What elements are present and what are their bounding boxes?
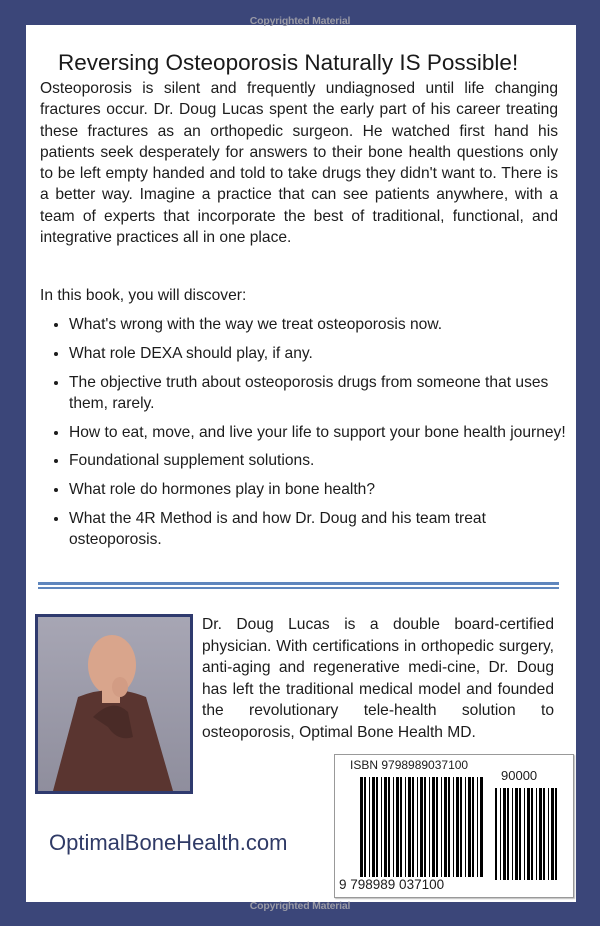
barcode-bar	[360, 777, 363, 877]
barcode-bar	[512, 788, 513, 880]
barcode-bar	[536, 788, 537, 880]
barcode-bar	[408, 777, 411, 877]
author-photo	[35, 614, 193, 794]
barcode-bar	[412, 777, 414, 877]
barcode-bar	[400, 777, 402, 877]
barcode-bar	[460, 777, 462, 877]
list-item: • The objective truth about osteoporosis drugs from someone that uses them, rarely.	[69, 372, 569, 415]
list-item: • What role DEXA should play, if any.	[69, 343, 569, 364]
barcode-bar	[381, 777, 382, 877]
barcode-bar	[448, 777, 450, 877]
barcode-bar	[417, 777, 418, 877]
barcode-bar	[444, 777, 447, 877]
divider-line	[38, 587, 559, 589]
barcode-bar	[396, 777, 399, 877]
barcode-bar	[495, 788, 497, 880]
barcode-bar	[477, 777, 478, 877]
barcode-bar	[543, 788, 545, 880]
watermark-top: Copyrighted Material	[249, 15, 351, 27]
divider-line	[38, 582, 559, 585]
barcode-bar	[441, 777, 442, 877]
author-bio: Dr. Doug Lucas is a double board-certified physician. With certifications in orthopedic surgery, anti-aging and regenerative medi-cine, Dr. Doug has left the traditional medical model and founded the revolutionary tele-health solution to osteoporosis, Optimal Bone Health MD.	[202, 616, 554, 741]
barcode-bar	[507, 788, 509, 880]
barcode-bar	[369, 777, 370, 877]
list-item: • Foundational supplement solutions.	[69, 450, 569, 471]
barcode-bar	[429, 777, 430, 877]
isbn-label: ISBN 9798989037100	[350, 758, 469, 772]
barcode-bar	[555, 788, 557, 880]
barcode-bar	[468, 777, 471, 877]
barcode-bar	[531, 788, 533, 880]
watermark-bottom: Copyrighted Material	[249, 900, 351, 912]
barcode-bar	[503, 788, 506, 880]
barcode-bar	[527, 788, 530, 880]
barcode-bar	[519, 788, 521, 880]
barcode-bar	[420, 777, 423, 877]
barcode-digits: 9 798989 037100	[339, 877, 445, 892]
discover-list	[48, 314, 569, 558]
barcode-bar	[524, 788, 525, 880]
barcode-bar	[364, 777, 366, 877]
barcode-bar	[432, 777, 435, 877]
cover-title: Reversing Osteoporosis Naturally IS Possible!	[58, 50, 519, 75]
barcode-bar	[500, 788, 501, 880]
website-link[interactable]: OptimalBoneHealth.com	[49, 830, 288, 855]
barcode-bar	[465, 777, 466, 877]
barcode-bar	[405, 777, 406, 877]
barcode-bar	[551, 788, 554, 880]
barcode-bar	[472, 777, 474, 877]
list-item: • What the 4R Method is and how Dr. Doug and his team treat osteoporosis.	[69, 508, 569, 551]
barcode-bar	[456, 777, 459, 877]
barcode-bar	[372, 777, 375, 877]
addon-bars	[495, 788, 557, 880]
intro-paragraph: Osteoporosis is silent and frequently undiagnosed until life changing fractures occur. Dr. Doug Lucas spent the early part of his career treating these fractures as an orthopedic surgeon. He watched first hand his patients seek desperately for answers to their bone health questions only to be left empty handed and told to take drugs they didn't want to. There is a better way. Imagine a practice that can see patients anywhere, with a team of experts that incorporate the best of traditional, functional, and integrative practices all in one place.	[40, 80, 558, 247]
barcode-bar	[424, 777, 426, 877]
price-addon: 90000	[501, 768, 538, 783]
barcode-bar	[384, 777, 387, 877]
barcode-bar	[515, 788, 518, 880]
list-item: • What's wrong with the way we treat osteoporosis now.	[69, 314, 569, 335]
barcode-bar	[453, 777, 454, 877]
list-item: • What role do hormones play in bone health?	[69, 479, 569, 500]
barcode-bar	[436, 777, 438, 877]
barcode-bar	[376, 777, 378, 877]
barcode-bar	[388, 777, 390, 877]
barcode-bar	[548, 788, 549, 880]
barcode-bar	[393, 777, 394, 877]
list-item: • How to eat, move, and live your life to support your bone health journey!	[69, 422, 569, 443]
barcode-bar	[539, 788, 542, 880]
isbn-barcode	[334, 754, 574, 898]
barcode-bar	[480, 777, 483, 877]
lead-text: In this book, you will discover:	[40, 287, 247, 304]
